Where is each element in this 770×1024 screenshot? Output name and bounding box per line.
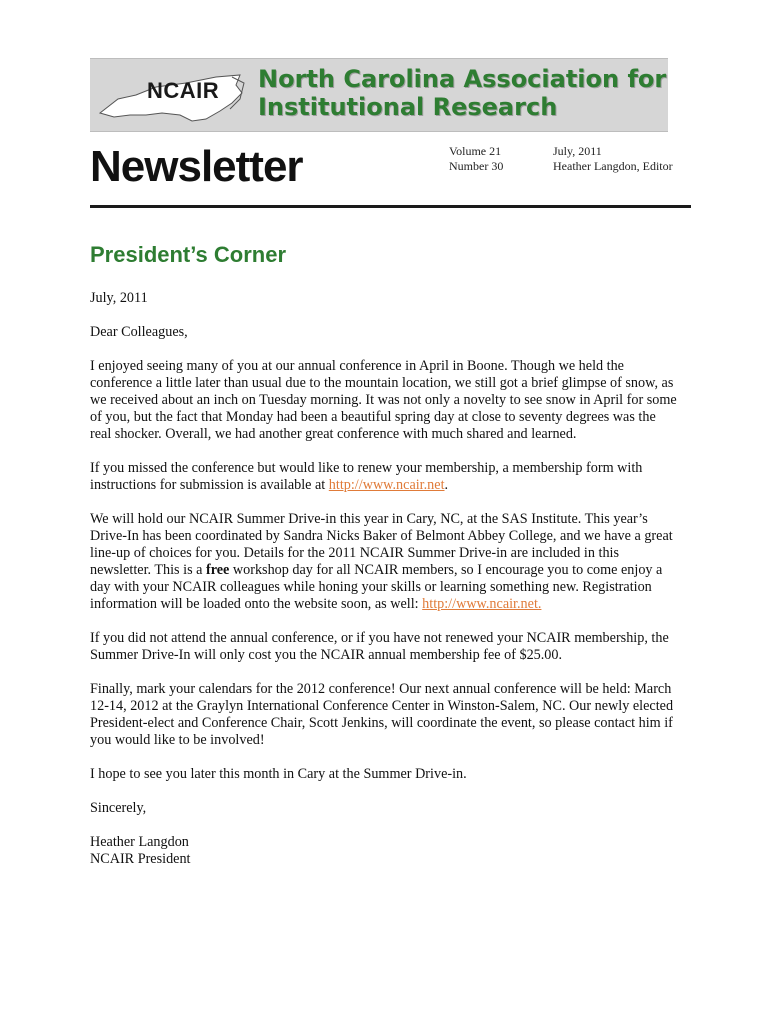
paragraph-conference: I enjoyed seeing many of you at our annual conference in April in Boone. Though we held the conference a little later than usual due to the mountain location, we still got a brief glimpse of snow, as we received about an inch on Tuesday morning. It was not only a novelty to see snow in April for some of you, but the fact that Monday had been a beautiful spring day at close to seventy degrees was the real shocker. Overall, we had another great conference with much shared and learned. — [90, 358, 677, 442]
paragraph-2012-conference: Finally, mark your calendars for the 2012 conference! Our next annual conference will be held: March 12-14, 2012 at the Graylyn International Conference Center in Winston-Salem, NC. Our newly elected President-elect and Conference Chair, Scott Jenkins, will coordinate the event, so please contact him if you would like to be involved! — [90, 681, 674, 748]
section-title: President’s Corner — [90, 242, 287, 267]
closing: Sincerely, — [90, 800, 147, 816]
issue-info — [449, 144, 503, 174]
number-label: Number 30 — [449, 159, 504, 173]
logo-text: NCAIR — [147, 78, 220, 103]
paragraph-drive-in — [90, 511, 680, 613]
letter-date: July, 2011 — [90, 290, 148, 306]
header-banner — [90, 58, 668, 132]
editor-label: Heather Langdon, Editor — [553, 159, 673, 173]
paragraph-drive-in-text: We will hold our NCAIR Summer Drive-in this year in Cary, NC, at the SAS Institute. This year’s Drive-In has been coordinated by Sandra Nicks Baker of Belmont Abbey College, and we have a great line-up of choices for you. Details for the 2011 NCAIR Summer Drive-in are included in this newsletter. This is a — [90, 511, 673, 578]
issue-date-editor — [553, 144, 673, 174]
paragraph-membership-end: . — [444, 477, 449, 493]
paragraph-hope: I hope to see you later this month in Cary at the Summer Drive-in. — [90, 766, 467, 782]
signature-block — [90, 834, 680, 868]
free-emphasis: free — [205, 562, 230, 578]
paragraph-fee: If you did not attend the annual conference, or if you have not renewed your NCAIR membership, the Summer Drive-In will only cost you the NCAIR annual membership fee of $25.00. — [90, 630, 669, 663]
signature-title: NCAIR President — [90, 851, 191, 867]
paragraph-membership-text: If you missed the conference but would like to renew your membership, a membership form with instructions for submission is available at — [90, 460, 643, 493]
ncair-website-link[interactable]: http://www.ncair.net — [328, 477, 445, 493]
paragraph-drive-in-text-2: workshop day for all NCAIR members, so I encourage you to come enjoy a day with your NCAIR colleagues while honing your skills or learning something new. Registration information will be loaded onto the website soon, as well: — [90, 562, 663, 612]
salutation: Dear Colleagues, — [90, 324, 188, 340]
header-divider — [90, 205, 691, 208]
association-name-line1: North Carolina Association for — [258, 65, 667, 93]
association-name — [258, 65, 666, 121]
signature-name: Heather Langdon — [90, 834, 189, 850]
ncair-registration-link[interactable]: http://www.ncair.net. — [422, 596, 542, 612]
paragraph-membership — [90, 460, 680, 494]
volume-label: Volume 21 — [449, 144, 502, 158]
newsletter-title: Newsletter — [90, 142, 303, 191]
issue-date: July, 2011 — [553, 144, 602, 158]
association-name-line2: Institutional Research — [258, 93, 558, 121]
letter-body — [90, 290, 680, 885]
